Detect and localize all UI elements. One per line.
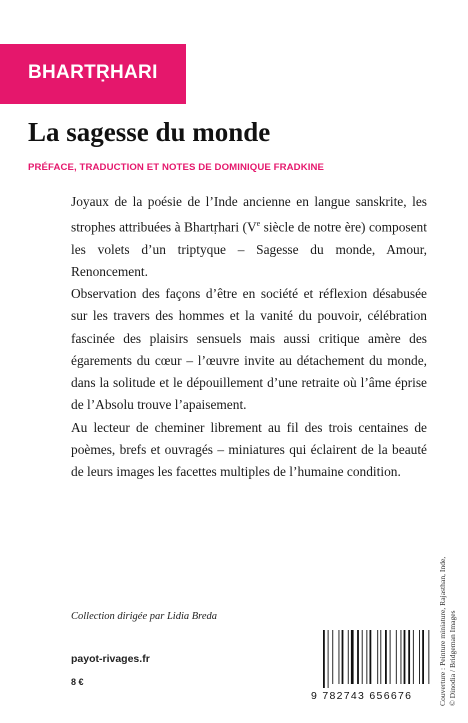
isbn-barcode	[311, 630, 431, 707]
barcode-bar	[385, 630, 387, 684]
barcode-bar	[370, 630, 372, 684]
barcode-bar	[362, 630, 363, 684]
publisher-website[interactable]: payot-rivages.fr	[71, 653, 150, 665]
price: 8 €	[71, 677, 84, 687]
barcode-bar	[342, 630, 344, 684]
barcode-bar	[380, 630, 381, 684]
back-cover-blurb	[71, 191, 427, 483]
cover-photo-credit	[438, 506, 457, 706]
photo-credit-line-1: Couverture : Peinture miniature, Rajasthan, Inde,	[438, 556, 447, 706]
blurb-p1-start: Joyaux de la poésie de l’Inde ancienne en langue sanskrite, les strophes attribuées à Bhartṛhari (V	[71, 194, 427, 235]
barcode-bar	[357, 630, 359, 684]
barcode-bar	[396, 630, 397, 684]
blurb-p1-end: siècle de notre ère) composent les volets d’un triptyque – Sagesse du monde, Amour, Renoncement.	[71, 219, 427, 280]
barcode-bar	[348, 630, 349, 684]
century-superscript: e	[256, 219, 261, 229]
photo-credit-line-2: © Dinodia / Bridgeman Images	[447, 610, 457, 706]
barcode-bar	[408, 630, 410, 684]
barcode-bar	[377, 630, 378, 684]
translation-credits: PRÉFACE, TRADUCTION ET NOTES DE DOMINIQUE FRADKINE	[28, 162, 325, 173]
barcode-bar	[428, 630, 429, 684]
barcode-bar	[339, 630, 340, 684]
isbn-digits: 9 782743 656676	[311, 690, 413, 702]
barcode-bar	[351, 630, 354, 684]
barcode-bars	[311, 630, 431, 690]
barcode-bar	[419, 630, 420, 684]
author-name: BHARTṚHARI	[28, 62, 158, 83]
blurb-paragraph-2: Observation des façons d’être en société et réflexion désabusée sur les travers des hommes et la vanité du pouvoir, célébration fascinée des plaisirs sensuels mais aussi critique amère des égarements du cœur – l’œuvre invite au détachement du monde, dans la solitude et le dépouillement d’une retraite où l’âme éprise de l’Absolu trouve l’apaisement.	[71, 286, 427, 413]
barcode-bar	[413, 630, 414, 684]
blurb-paragraph-3: Au lecteur de cheminer librement au fil des trois centaines de poèmes, brefs et ouvragés – miniatures qui éclairent de la beauté de leurs images les facettes multiples de l’humaine condition.	[71, 419, 427, 479]
barcode-bar	[323, 630, 325, 688]
barcode-bar	[328, 630, 329, 688]
barcode-bar	[390, 630, 391, 684]
collection-director: Collection dirigée par Lidia Breda	[71, 611, 218, 622]
blurb-paragraph-1	[71, 191, 427, 283]
barcode-bar	[404, 630, 406, 684]
barcode-bar	[366, 630, 367, 684]
barcode-bar	[422, 630, 424, 684]
barcode-bar	[401, 630, 402, 684]
book-title: La sagesse du monde	[28, 117, 271, 147]
barcode-bar	[332, 630, 333, 684]
